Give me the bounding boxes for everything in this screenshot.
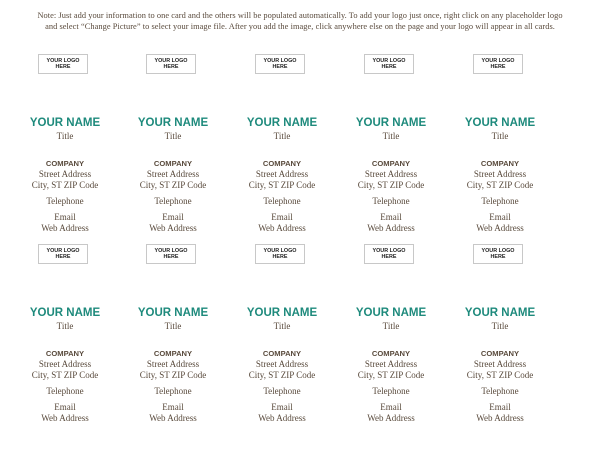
card-contact	[227, 212, 337, 233]
card-email[interactable]: Email	[489, 212, 511, 222]
card-street[interactable]: Street Address	[364, 169, 418, 179]
card-telephone[interactable]: Telephone	[263, 386, 301, 396]
card-web[interactable]: Web Address	[149, 222, 197, 233]
card-contact	[227, 402, 337, 423]
business-card	[10, 54, 120, 244]
card-street[interactable]: Street Address	[146, 359, 200, 369]
card-city[interactable]: City, ST ZIP Code	[357, 179, 425, 190]
card-web[interactable]: Web Address	[258, 222, 306, 233]
card-email[interactable]: Email	[54, 402, 76, 412]
card-email[interactable]: Email	[380, 212, 402, 222]
logo-text-line-1: YOUR LOGO	[154, 57, 188, 64]
card-street[interactable]: Street Address	[255, 169, 309, 179]
logo-text-line-2: HERE	[490, 64, 506, 70]
card-name[interactable]: YOUR NAME	[246, 307, 318, 319]
card-contact	[118, 402, 228, 423]
logo-placeholder[interactable]	[146, 54, 196, 74]
card-street[interactable]: Street Address	[364, 359, 418, 369]
card-telephone[interactable]: Telephone	[154, 386, 192, 396]
business-card	[445, 54, 555, 244]
card-telephone[interactable]: Telephone	[154, 196, 192, 206]
business-card	[118, 54, 228, 244]
card-company[interactable]: COMPANY	[480, 349, 520, 358]
card-web[interactable]: Web Address	[367, 222, 415, 233]
card-company[interactable]: COMPANY	[371, 349, 411, 358]
logo-text-line-1: YOUR LOGO	[372, 247, 406, 254]
card-city[interactable]: City, ST ZIP Code	[466, 369, 534, 380]
card-city[interactable]: City, ST ZIP Code	[248, 179, 316, 190]
card-street[interactable]: Street Address	[255, 359, 309, 369]
card-web[interactable]: Web Address	[476, 412, 524, 423]
card-title[interactable]: Title	[491, 131, 509, 141]
business-card	[10, 244, 120, 434]
card-address	[10, 169, 120, 190]
card-title[interactable]: Title	[273, 321, 291, 331]
card-name[interactable]: YOUR NAME	[355, 117, 427, 129]
card-telephone[interactable]: Telephone	[372, 386, 410, 396]
logo-placeholder[interactable]	[255, 54, 305, 74]
logo-placeholder[interactable]	[364, 54, 414, 74]
card-telephone[interactable]: Telephone	[372, 196, 410, 206]
card-street[interactable]: Street Address	[146, 169, 200, 179]
card-title[interactable]: Title	[273, 131, 291, 141]
card-city[interactable]: City, ST ZIP Code	[31, 179, 99, 190]
card-email[interactable]: Email	[489, 402, 511, 412]
card-contact	[336, 402, 446, 423]
card-street[interactable]: Street Address	[473, 359, 527, 369]
business-card	[445, 244, 555, 434]
card-telephone[interactable]: Telephone	[263, 196, 301, 206]
business-card	[336, 54, 446, 244]
business-card	[336, 244, 446, 434]
card-street[interactable]: Street Address	[473, 169, 527, 179]
logo-text-line-1: YOUR LOGO	[46, 57, 80, 64]
card-title[interactable]: Title	[56, 131, 74, 141]
card-email[interactable]: Email	[162, 402, 184, 412]
card-city[interactable]: City, ST ZIP Code	[139, 369, 207, 380]
card-name[interactable]: YOUR NAME	[137, 117, 209, 129]
logo-placeholder[interactable]	[146, 244, 196, 264]
card-company[interactable]: COMPANY	[480, 159, 520, 168]
logo-text-line-2: HERE	[163, 254, 179, 260]
card-title[interactable]: Title	[164, 321, 182, 331]
logo-text-line-1: YOUR LOGO	[263, 57, 297, 64]
card-name[interactable]: YOUR NAME	[137, 307, 209, 319]
card-city[interactable]: City, ST ZIP Code	[139, 179, 207, 190]
card-address	[10, 359, 120, 380]
card-web[interactable]: Web Address	[367, 412, 415, 423]
note-line-1: Note: Just add your information to one card and the others will be populated automatically. To add your logo just once, right click on any placeholder logo	[37, 11, 563, 20]
logo-text-line-2: HERE	[55, 254, 71, 260]
card-name[interactable]: YOUR NAME	[464, 117, 536, 129]
card-email[interactable]: Email	[54, 212, 76, 222]
card-address	[118, 359, 228, 380]
card-contact	[10, 402, 120, 423]
card-address	[336, 359, 446, 380]
business-card	[227, 244, 337, 434]
card-web[interactable]: Web Address	[41, 222, 89, 233]
logo-text-line-2: HERE	[490, 254, 506, 260]
card-city[interactable]: City, ST ZIP Code	[357, 369, 425, 380]
card-address	[118, 169, 228, 190]
card-title[interactable]: Title	[56, 321, 74, 331]
logo-placeholder[interactable]	[255, 244, 305, 264]
card-email[interactable]: Email	[380, 402, 402, 412]
card-company[interactable]: COMPANY	[262, 159, 302, 168]
card-name[interactable]: YOUR NAME	[464, 307, 536, 319]
logo-text-line-2: HERE	[272, 254, 288, 260]
logo-placeholder[interactable]	[473, 54, 523, 74]
card-city[interactable]: City, ST ZIP Code	[466, 179, 534, 190]
card-address	[227, 169, 337, 190]
card-web[interactable]: Web Address	[41, 412, 89, 423]
card-telephone[interactable]: Telephone	[481, 196, 519, 206]
logo-text-line-2: HERE	[381, 64, 397, 70]
logo-text-line-2: HERE	[163, 64, 179, 70]
card-company[interactable]: COMPANY	[153, 159, 193, 168]
card-title[interactable]: Title	[382, 321, 400, 331]
card-address	[227, 359, 337, 380]
business-card	[227, 54, 337, 244]
logo-text-line-2: HERE	[272, 64, 288, 70]
card-company[interactable]: COMPANY	[371, 159, 411, 168]
card-contact	[118, 212, 228, 233]
card-address	[445, 359, 555, 380]
business-card	[118, 244, 228, 434]
card-name[interactable]: YOUR NAME	[29, 307, 101, 319]
card-address	[336, 169, 446, 190]
card-contact	[445, 212, 555, 233]
logo-placeholder[interactable]	[473, 244, 523, 264]
card-name[interactable]: YOUR NAME	[355, 307, 427, 319]
card-contact	[10, 212, 120, 233]
note-line-2: and select “Change Picture” to select your image file. After you add the image, click anywhere else on the page and your logo will appear in all cards.	[45, 22, 555, 31]
logo-text-line-2: HERE	[55, 64, 71, 70]
card-city[interactable]: City, ST ZIP Code	[31, 369, 99, 380]
card-company[interactable]: COMPANY	[45, 349, 85, 358]
card-company[interactable]: COMPANY	[153, 349, 193, 358]
card-web[interactable]: Web Address	[476, 222, 524, 233]
card-telephone[interactable]: Telephone	[481, 386, 519, 396]
card-name[interactable]: YOUR NAME	[29, 117, 101, 129]
card-street[interactable]: Street Address	[38, 169, 92, 179]
logo-placeholder[interactable]	[38, 54, 88, 74]
card-city[interactable]: City, ST ZIP Code	[248, 369, 316, 380]
card-contact	[336, 212, 446, 233]
logo-placeholder[interactable]	[364, 244, 414, 264]
card-name[interactable]: YOUR NAME	[246, 117, 318, 129]
logo-text-line-1: YOUR LOGO	[372, 57, 406, 64]
card-email[interactable]: Email	[271, 402, 293, 412]
card-web[interactable]: Web Address	[149, 412, 197, 423]
card-title[interactable]: Title	[491, 321, 509, 331]
card-telephone[interactable]: Telephone	[46, 196, 84, 206]
logo-text-line-1: YOUR LOGO	[481, 247, 515, 254]
logo-text-line-1: YOUR LOGO	[263, 247, 297, 254]
card-email[interactable]: Email	[271, 212, 293, 222]
card-address	[445, 169, 555, 190]
card-contact	[445, 402, 555, 423]
logo-text-line-2: HERE	[381, 254, 397, 260]
logo-text-line-1: YOUR LOGO	[154, 247, 188, 254]
card-telephone[interactable]: Telephone	[46, 386, 84, 396]
card-company[interactable]: COMPANY	[45, 159, 85, 168]
card-company[interactable]: COMPANY	[262, 349, 302, 358]
card-street[interactable]: Street Address	[38, 359, 92, 369]
card-title[interactable]: Title	[164, 131, 182, 141]
logo-text-line-1: YOUR LOGO	[46, 247, 80, 254]
card-email[interactable]: Email	[162, 212, 184, 222]
card-web[interactable]: Web Address	[258, 412, 306, 423]
card-title[interactable]: Title	[382, 131, 400, 141]
logo-placeholder[interactable]	[38, 244, 88, 264]
logo-text-line-1: YOUR LOGO	[481, 57, 515, 64]
